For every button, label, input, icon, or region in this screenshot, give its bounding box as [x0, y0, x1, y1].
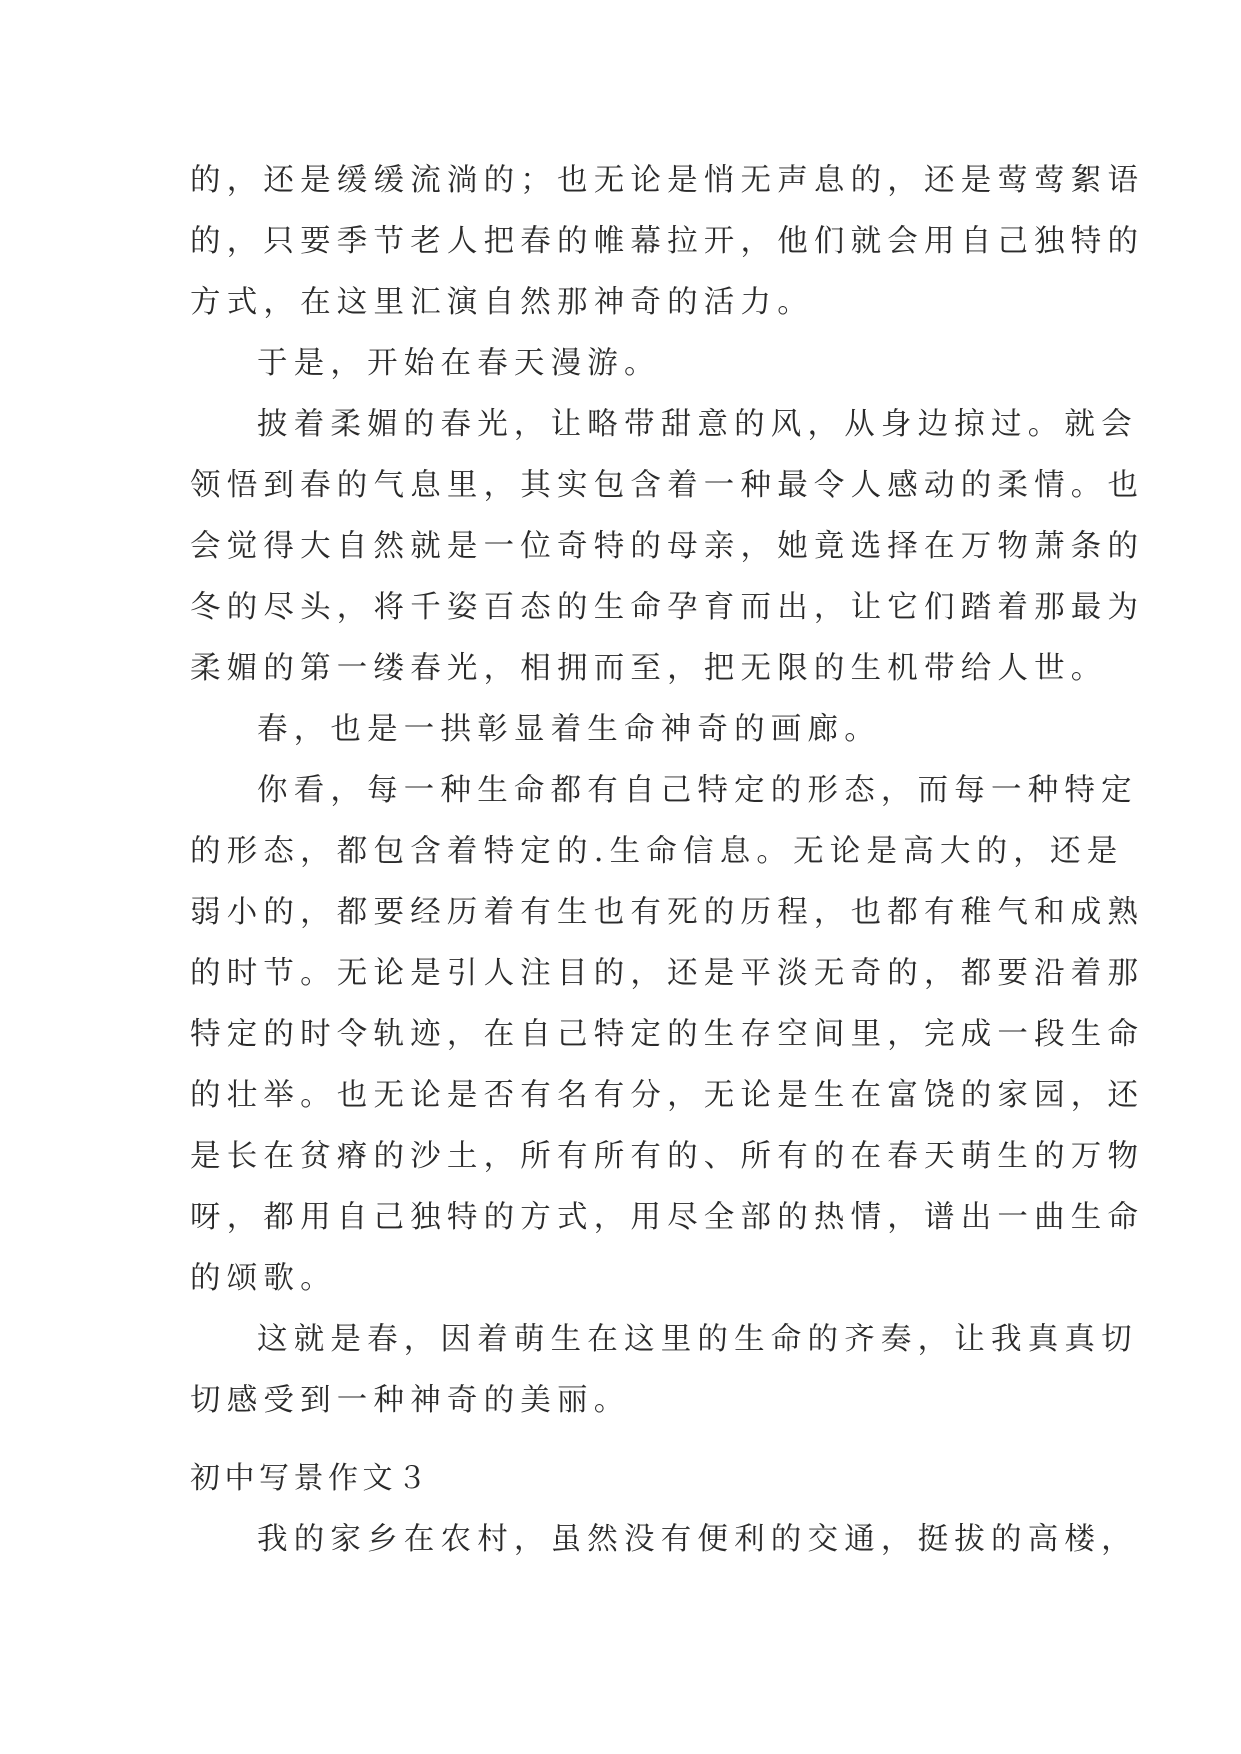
text-line: 会觉得大自然就是一位奇特的母亲，她竟选择在万物萧条的	[190, 529, 1145, 564]
text-line: 的时节。无论是引人注目的，还是平淡无奇的，都要沿着那	[190, 956, 1145, 991]
body-text	[190, 150, 1145, 1431]
text-line: 的壮举。也无论是否有名有分，无论是生在富饶的家园，还	[190, 1078, 1145, 1113]
text-line: 的形态，都包含着特定的.生命信息。无论是高大的，还是	[190, 834, 1124, 869]
text-line: 弱小的，都要经历着有生也有死的历程，也都有稚气和成熟	[190, 895, 1145, 930]
section-first-line: 我的家乡在农村，虽然没有便利的交通，挺拔的高楼，	[257, 1522, 1138, 1557]
text-line: 的颂歌。	[190, 1261, 337, 1296]
text-line: 是长在贫瘠的沙土，所有所有的、所有的在春天萌生的万物	[190, 1139, 1145, 1174]
section-heading: 初中写景作文３	[190, 1461, 432, 1496]
text-line: 的，只要季节老人把春的帷幕拉开，他们就会用自己独特的	[190, 224, 1145, 259]
text-line: 方式，在这里汇演自然那神奇的活力。	[190, 285, 814, 320]
text-line: 切感受到一种神奇的美丽。	[190, 1383, 631, 1418]
text-line: 领悟到春的气息里，其实包含着一种最令人感动的柔情。也	[190, 468, 1145, 503]
text-line: 这就是春，因着萌生在这里的生命的齐奏，让我真真切	[257, 1322, 1138, 1357]
text-line: 特定的时令轨迹，在自己特定的生存空间里，完成一段生命	[190, 1017, 1145, 1052]
text-line: 的，还是缓缓流淌的；也无论是悄无声息的，还是莺莺絮语	[190, 163, 1145, 198]
text-line: 春，也是一拱彰显着生命神奇的画廊。	[257, 712, 881, 747]
text-line: 你看，每一种生命都有自己特定的形态，而每一种特定	[257, 773, 1138, 808]
text-line: 披着柔媚的春光，让略带甜意的风，从身边掠过。就会	[257, 407, 1138, 442]
text-line: 冬的尽头，将千姿百态的生命孕育而出，让它们踏着那最为	[190, 590, 1145, 625]
text-line: 于是，开始在春天漫游。	[257, 346, 661, 381]
text-line: 呀，都用自己独特的方式，用尽全部的热情，谱出一曲生命	[190, 1200, 1145, 1235]
text-line: 柔媚的第一缕春光，相拥而至，把无限的生机带给人世。	[190, 651, 1108, 686]
